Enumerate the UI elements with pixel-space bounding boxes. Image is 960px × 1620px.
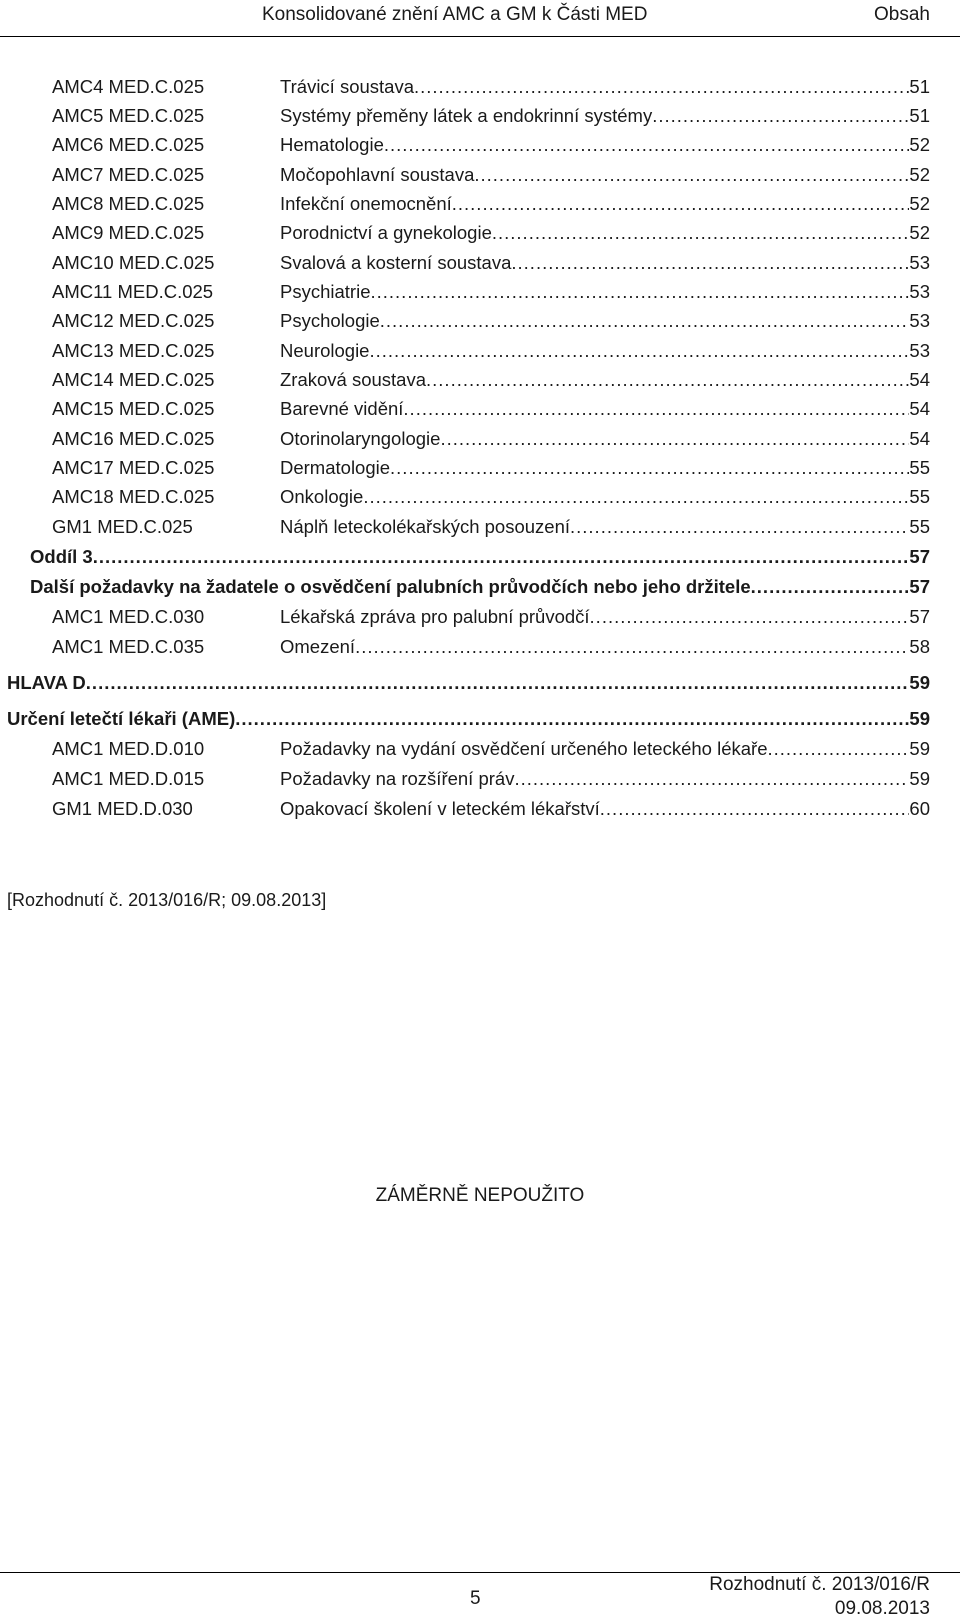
toc-leader-dots: [492, 218, 910, 248]
toc-page-number: 55: [909, 457, 930, 478]
toc-leader-dots: [511, 248, 909, 278]
toc-leader-dots: [514, 764, 909, 794]
toc-title-line: [280, 424, 930, 454]
toc-code: AMC16 MED.C.025: [52, 428, 215, 449]
toc-row[interactable]: [0, 248, 960, 278]
toc-title-line: [280, 189, 930, 219]
toc-leader-dots: [474, 160, 909, 190]
toc-page-number: 54: [909, 369, 930, 390]
toc-page-number: 52: [909, 193, 930, 214]
toc-row[interactable]: [0, 189, 960, 219]
toc-title-line: [280, 160, 930, 190]
toc-page-number: 59: [909, 768, 930, 789]
toc-title: Systémy přeměny látek a endokrinní systémy: [280, 105, 653, 126]
toc-code: AMC9 MED.C.025: [52, 222, 205, 243]
toc-leader-dots: [767, 734, 909, 764]
section-name: Obsah: [874, 4, 930, 25]
toc-page-number: 52: [909, 134, 930, 155]
toc-page-number: 52: [909, 222, 930, 243]
toc-leader-dots: [93, 542, 910, 572]
toc-title-line: [280, 794, 930, 824]
toc-leader-dots: [355, 632, 909, 662]
toc-title-line: [280, 72, 930, 102]
toc-heading-row[interactable]: [0, 704, 960, 734]
toc-page-number: 60: [909, 798, 930, 819]
toc-leader-dots: [600, 794, 910, 824]
toc-row[interactable]: [0, 336, 960, 366]
toc-title-line: [280, 306, 930, 336]
toc-title: Psychiatrie: [280, 281, 371, 302]
toc-code: AMC1 MED.D.015: [52, 768, 205, 789]
footer-decision: Rozhodnutí č. 2013/016/R: [709, 1574, 930, 1595]
toc-title: HLAVA D: [7, 672, 86, 693]
toc-row[interactable]: [0, 794, 960, 824]
toc-row[interactable]: [0, 482, 960, 512]
toc-code: GM1 MED.C.025: [52, 516, 193, 537]
toc-title-line: [30, 572, 930, 602]
toc-heading-row[interactable]: [0, 572, 960, 602]
toc-leader-dots: [570, 512, 909, 542]
toc-leader-dots: [414, 72, 909, 102]
toc-code: AMC7 MED.C.025: [52, 164, 205, 185]
toc-title: Zraková soustava: [280, 369, 427, 390]
toc-title-line: [280, 248, 930, 278]
toc-title-line: [280, 336, 930, 366]
toc-title: Další požadavky na žadatele o osvědčení palubních průvodčích nebo jeho držitele: [30, 576, 751, 597]
toc-heading-row[interactable]: [0, 542, 960, 572]
toc-page-number: 54: [909, 428, 930, 449]
toc-page-number: 55: [909, 516, 930, 537]
toc-row[interactable]: [0, 306, 960, 336]
toc-page-number: 57: [909, 576, 930, 597]
toc-page-number: 59: [909, 708, 930, 729]
toc-page-number: 54: [909, 398, 930, 419]
toc-row[interactable]: [0, 160, 960, 190]
toc-leader-dots: [384, 130, 910, 160]
toc-code: AMC1 MED.D.010: [52, 738, 205, 759]
toc-row[interactable]: [0, 394, 960, 424]
toc-title: Omezení: [280, 636, 356, 657]
toc-row[interactable]: [0, 218, 960, 248]
toc-page-number: 58: [909, 636, 930, 657]
header-divider: [0, 36, 960, 37]
toc-title: Dermatologie: [280, 457, 391, 478]
toc-code: GM1 MED.D.030: [52, 798, 193, 819]
toc-code: AMC5 MED.C.025: [52, 105, 205, 126]
toc-row[interactable]: [0, 277, 960, 307]
toc-title-line: [280, 365, 930, 395]
toc-code: AMC15 MED.C.025: [52, 398, 215, 419]
toc-row[interactable]: [0, 764, 960, 794]
toc-title-line: [280, 218, 930, 248]
toc-code: AMC18 MED.C.025: [52, 486, 215, 507]
toc-code: AMC13 MED.C.025: [52, 340, 215, 361]
toc-title-line: [280, 101, 930, 131]
toc-leader-dots: [452, 189, 910, 219]
toc-row[interactable]: [0, 130, 960, 160]
toc-page-number: 57: [909, 546, 930, 567]
toc-row[interactable]: [0, 424, 960, 454]
toc-code: AMC11 MED.C.025: [52, 281, 214, 302]
toc-code: AMC6 MED.C.025: [52, 134, 205, 155]
toc-row[interactable]: [0, 512, 960, 542]
toc-leader-dots: [751, 572, 910, 602]
toc-title-line: [30, 542, 930, 572]
toc-page-number: 53: [909, 252, 930, 273]
toc-row[interactable]: [0, 365, 960, 395]
toc-page-number: 59: [909, 672, 930, 693]
toc-page-number: 55: [909, 486, 930, 507]
toc-title: Hematologie: [280, 134, 384, 155]
toc-page-number: 51: [909, 76, 930, 97]
toc-title: Onkologie: [280, 486, 364, 507]
toc-page-number: 52: [909, 164, 930, 185]
toc-title-line: [7, 704, 930, 734]
footer-divider: [0, 1572, 960, 1573]
toc-title-line: [280, 632, 930, 662]
decision-note: [Rozhodnutí č. 2013/016/R; 09.08.2013]: [7, 890, 327, 910]
toc-page-number: 53: [909, 340, 930, 361]
toc-page-number: 57: [909, 606, 930, 627]
toc-title: Močopohlavní soustava: [280, 164, 475, 185]
toc-title-line: [280, 130, 930, 160]
document-title: Konsolidované znění AMC a GM k Části MED: [262, 4, 648, 25]
toc-page-number: 53: [909, 281, 930, 302]
toc-leader-dots: [590, 602, 910, 632]
toc-leader-dots: [363, 482, 909, 512]
toc-title: Lékařská zpráva pro palubní průvodčí: [280, 606, 590, 627]
toc-title-line: [280, 734, 930, 764]
toc-title: Opakovací školení v leteckém lékařství: [280, 798, 600, 819]
toc-code: AMC12 MED.C.025: [52, 310, 215, 331]
toc-title: Infekční onemocnění: [280, 193, 452, 214]
toc-row[interactable]: [0, 734, 960, 764]
toc-leader-dots: [652, 101, 909, 131]
toc-page-number: 59: [909, 738, 930, 759]
toc-code: AMC17 MED.C.025: [52, 457, 215, 478]
toc-leader-dots: [440, 424, 909, 454]
toc-title: Porodnictví a gynekologie: [280, 222, 492, 243]
toc-heading-row[interactable]: [0, 668, 960, 698]
toc-title: Trávicí soustava: [280, 76, 414, 97]
toc-title: Určení letečtí lékaři (AME): [7, 708, 236, 729]
toc-row[interactable]: [0, 453, 960, 483]
toc-leader-dots: [380, 306, 910, 336]
toc-title: Psychologie: [280, 310, 380, 331]
toc-code: AMC14 MED.C.025: [52, 369, 215, 390]
toc-code: AMC1 MED.C.030: [52, 606, 205, 627]
toc-title: Neurologie: [280, 340, 370, 361]
toc-leader-dots: [403, 394, 909, 424]
toc-title-line: [280, 764, 930, 794]
page-number: 5: [470, 1588, 481, 1609]
toc-leader-dots: [426, 365, 909, 395]
toc-title-line: [280, 482, 930, 512]
toc-title: Svalová a kosterní soustava: [280, 252, 512, 273]
toc-title: Oddíl 3: [30, 546, 93, 567]
toc-leader-dots: [235, 704, 909, 734]
toc-title-line: [7, 668, 930, 698]
toc-row[interactable]: [0, 602, 960, 632]
toc-page-number: 51: [909, 105, 930, 126]
toc-title: Otorinolaryngologie: [280, 428, 441, 449]
footer-date: 09.08.2013: [834, 1598, 930, 1619]
toc-code: AMC10 MED.C.025: [52, 252, 215, 273]
toc-title: Požadavky na rozšíření práv: [280, 768, 515, 789]
toc-code: AMC1 MED.C.035: [52, 636, 205, 657]
page-header: [0, 0, 960, 34]
toc-title-line: [280, 512, 930, 542]
toc-code: AMC8 MED.C.025: [52, 193, 205, 214]
toc-leader-dots: [369, 336, 909, 366]
toc-title: Barevné vidění: [280, 398, 404, 419]
toc-title-line: [280, 394, 930, 424]
toc-code: AMC4 MED.C.025: [52, 76, 205, 97]
toc-leader-dots: [390, 453, 909, 483]
toc-row[interactable]: [0, 101, 960, 131]
toc-row[interactable]: [0, 632, 960, 662]
intentionally-blank-notice: ZÁMĚRNĚ NEPOUŽITO: [375, 1185, 585, 1206]
toc-title: Požadavky na vydání osvědčení určeného leteckého lékaře: [280, 738, 768, 759]
toc-title-line: [280, 277, 930, 307]
toc-page-number: 53: [909, 310, 930, 331]
toc-title-line: [280, 453, 930, 483]
toc-title-line: [280, 602, 930, 632]
toc-leader-dots: [370, 277, 909, 307]
toc-leader-dots: [86, 668, 910, 698]
toc-title: Náplň leteckolékařských posouzení: [280, 516, 570, 537]
toc-row[interactable]: [0, 72, 960, 102]
